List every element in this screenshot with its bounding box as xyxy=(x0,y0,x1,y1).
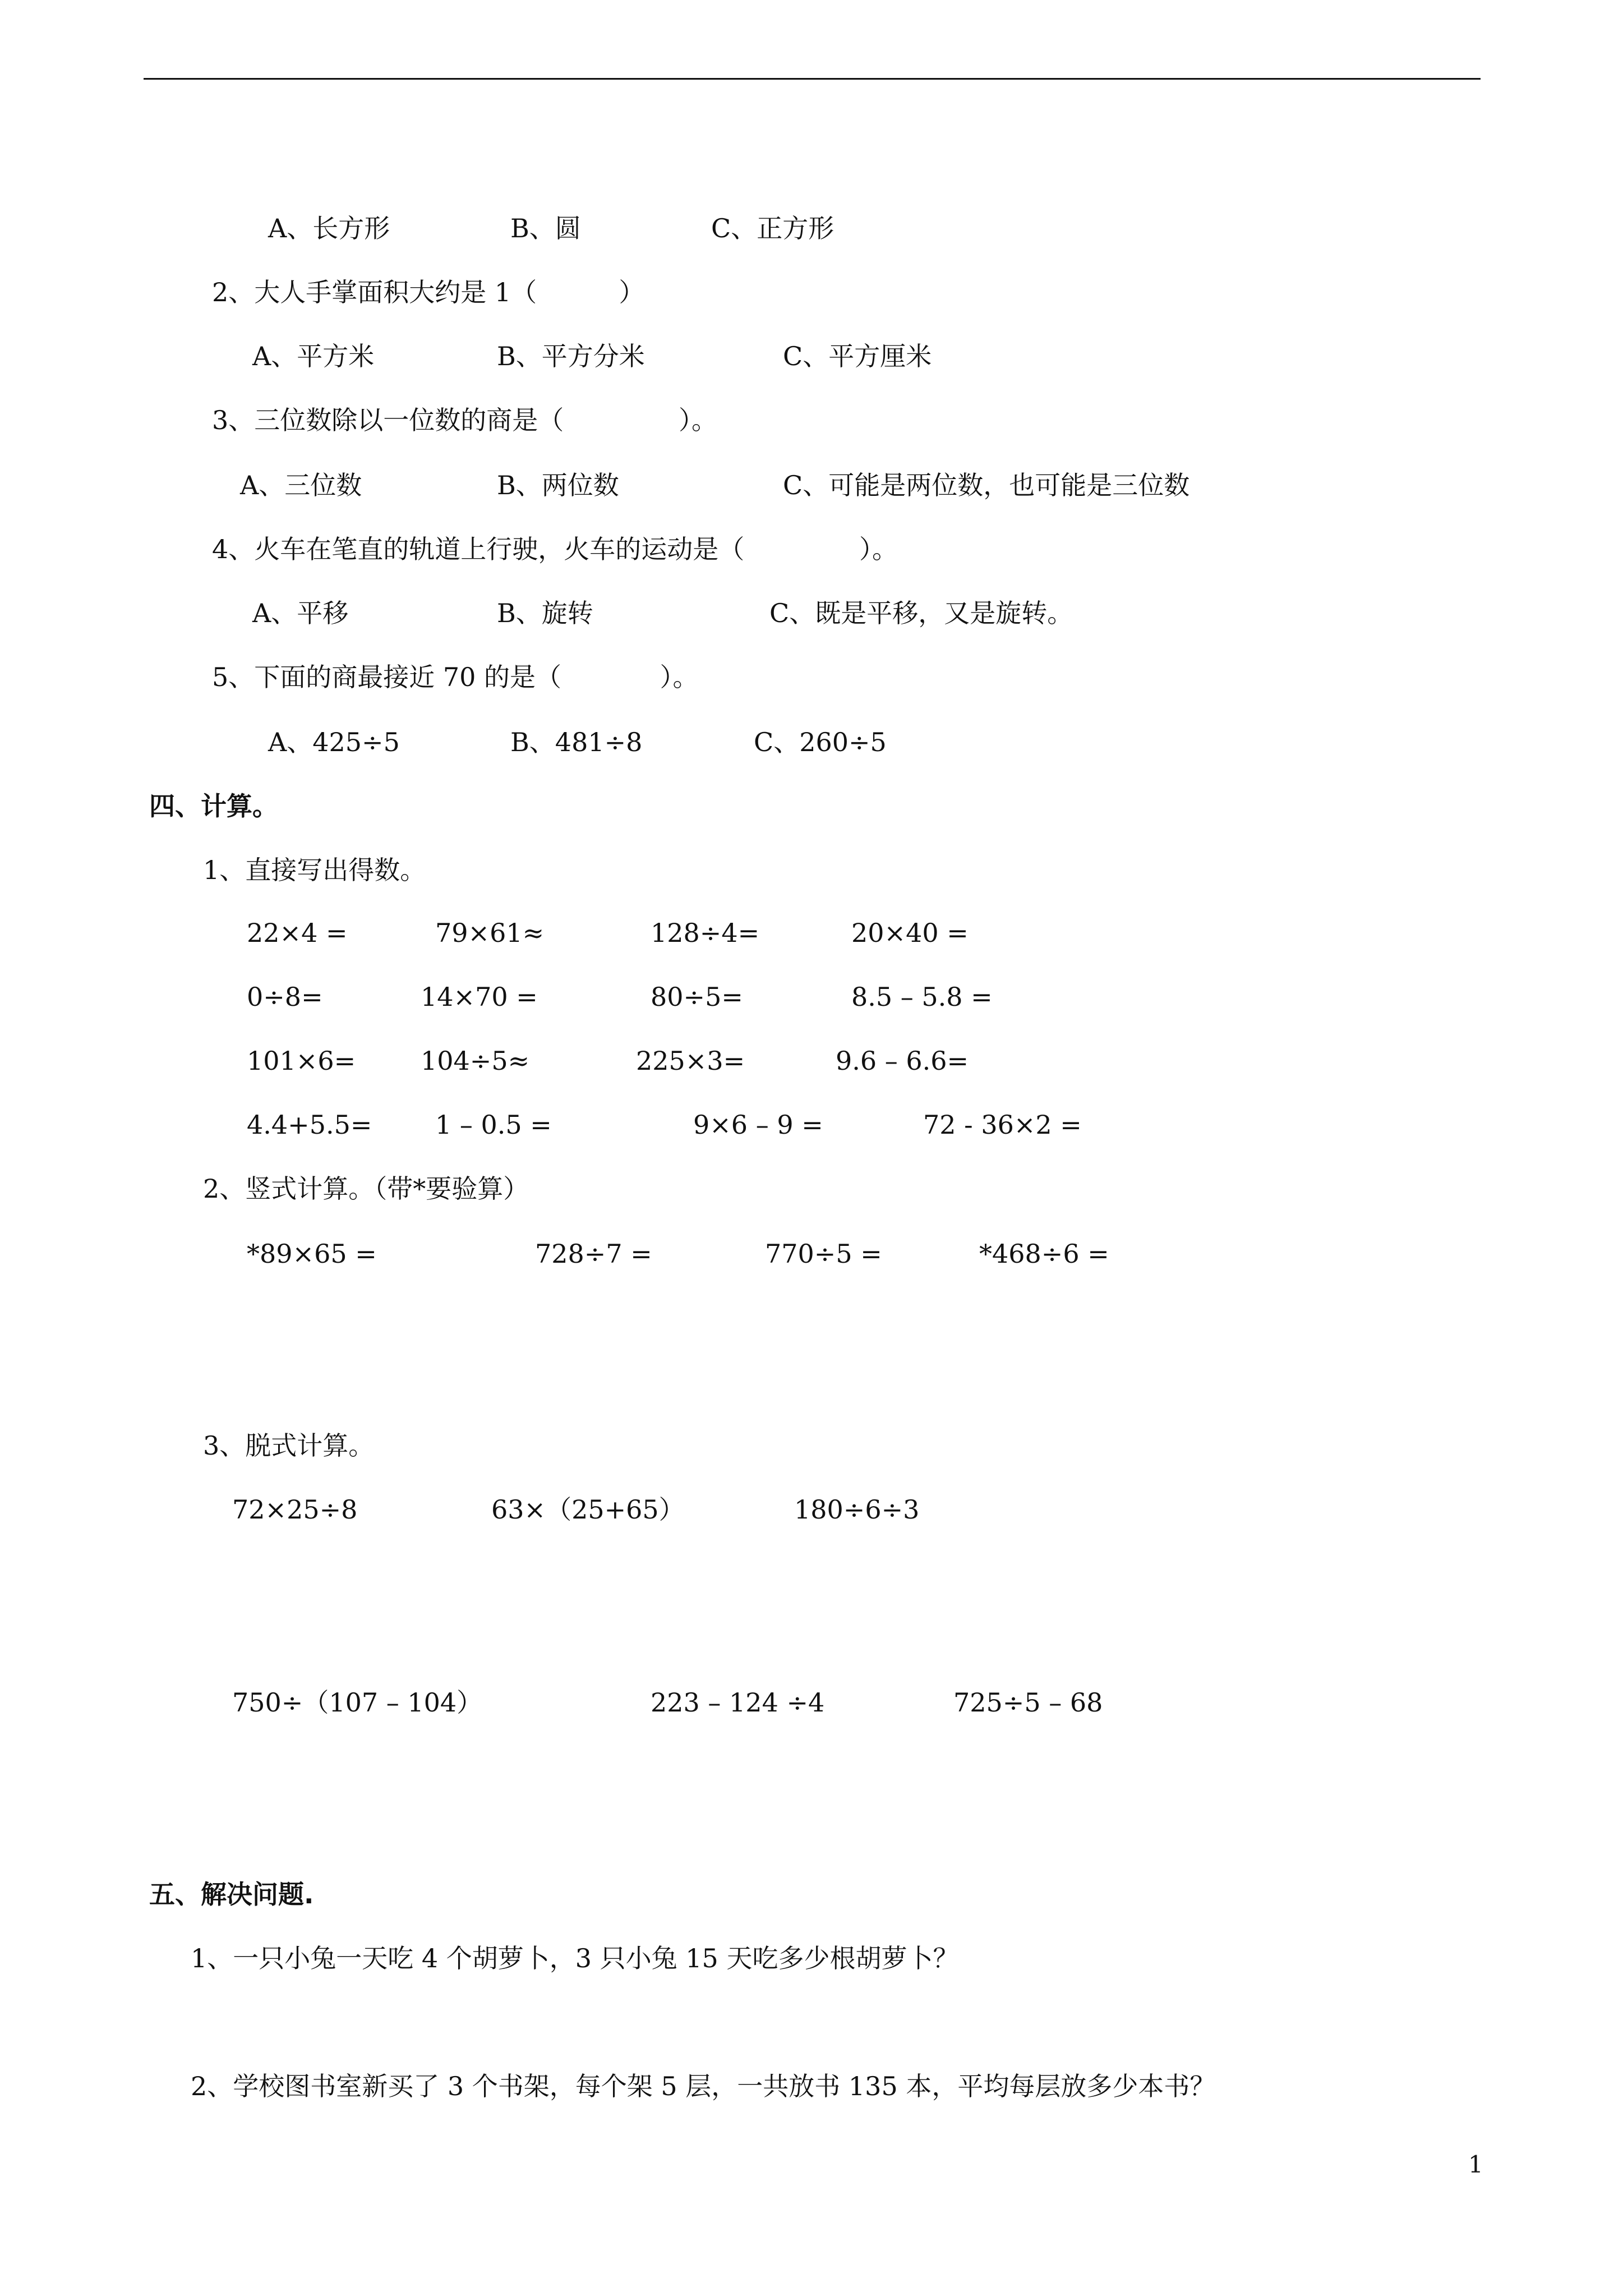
part2-title: 2、竖式计算。（带*要验算） xyxy=(203,1174,529,1204)
q5-option-b: B、481÷8 xyxy=(510,727,643,757)
section-4-heading: 四、计算。 xyxy=(149,791,278,821)
q2-stem: 2、大人手掌面积大约是 1（ ） xyxy=(212,277,645,307)
q4-option-b: B、旋转 xyxy=(497,598,593,628)
q3-option-a: A、三位数 xyxy=(240,470,362,500)
stepwise-calc-item: 223 – 124 ÷4 xyxy=(651,1687,825,1718)
part1-title: 1、直接写出得数。 xyxy=(203,855,426,885)
word-problem-1: 1、一只小兔一天吃 4 个胡萝卜，3 只小兔 15 天吃多少根胡萝卜？ xyxy=(191,1943,959,1973)
oral-calc-item: 0÷8= xyxy=(247,982,323,1012)
q4-option-c: C、既是平移，又是旋转。 xyxy=(769,598,1073,628)
oral-calc-item: 22×4 = xyxy=(247,918,348,948)
vertical-calc-item: *468÷6 = xyxy=(979,1239,1109,1269)
oral-calc-item: 20×40 = xyxy=(851,918,969,948)
q5-option-a: A、425÷5 xyxy=(268,727,400,757)
q2-option-a: A、平方米 xyxy=(252,341,375,371)
q2-option-b: B、平方分米 xyxy=(497,341,645,371)
q5-stem: 5、下面的商最接近 70 的是（ ）。 xyxy=(212,662,699,692)
oral-calc-item: 9.6 – 6.6= xyxy=(836,1046,969,1076)
oral-calc-item: 79×61≈ xyxy=(435,918,545,948)
q4-stem: 4、火车在笔直的轨道上行驶，火车的运动是（ ）。 xyxy=(212,534,898,564)
q1-option-a: A、长方形 xyxy=(268,213,390,243)
stepwise-calc-item: 750÷（107 – 104） xyxy=(232,1687,483,1718)
q1-option-c: C、正方形 xyxy=(711,213,834,243)
q2-option-c: C、平方厘米 xyxy=(783,341,932,371)
oral-calc-item: 9×6 – 9 = xyxy=(693,1110,823,1140)
oral-calc-item: 104÷5≈ xyxy=(421,1046,530,1076)
oral-calc-item: 8.5 – 5.8 = xyxy=(851,982,993,1012)
oral-calc-item: 80÷5= xyxy=(651,982,743,1012)
part3-title: 3、脱式计算。 xyxy=(203,1430,375,1461)
q3-option-c: C、可能是两位数，也可能是三位数 xyxy=(783,470,1190,500)
vertical-calc-item: 770÷5 = xyxy=(765,1239,882,1269)
q3-stem: 3、三位数除以一位数的商是（ ）。 xyxy=(212,405,717,435)
oral-calc-item: 128÷4= xyxy=(651,918,760,948)
stepwise-calc-item: 180÷6÷3 xyxy=(794,1494,920,1525)
oral-calc-item: 4.4+5.5= xyxy=(247,1110,372,1140)
word-problem-2: 2、学校图书室新买了 3 个书架，每个架 5 层，一共放书 135 本，平均每层放多少本书？ xyxy=(191,2071,1216,2101)
q4-option-a: A、平移 xyxy=(252,598,349,628)
oral-calc-item: 225×3= xyxy=(636,1046,745,1076)
header-rule xyxy=(144,78,1481,80)
page-number: 1 xyxy=(1468,2151,1483,2178)
oral-calc-item: 1 – 0.5 = xyxy=(435,1110,552,1140)
oral-calc-item: 101×6= xyxy=(247,1046,356,1076)
q5-option-c: C、260÷5 xyxy=(754,727,887,757)
vertical-calc-item: *89×65 = xyxy=(247,1239,377,1269)
oral-calc-item: 72 - 36×2 = xyxy=(923,1110,1082,1140)
stepwise-calc-item: 63×（25+65） xyxy=(491,1494,685,1525)
stepwise-calc-item: 72×25÷8 xyxy=(232,1494,358,1525)
oral-calc-item: 14×70 = xyxy=(421,982,538,1012)
section-5-heading: 五、解决问题. xyxy=(149,1879,314,1910)
stepwise-calc-item: 725÷5 – 68 xyxy=(953,1687,1103,1718)
vertical-calc-item: 728÷7 = xyxy=(535,1239,652,1269)
q1-option-b: B、圆 xyxy=(510,213,581,243)
q3-option-b: B、两位数 xyxy=(497,470,619,500)
